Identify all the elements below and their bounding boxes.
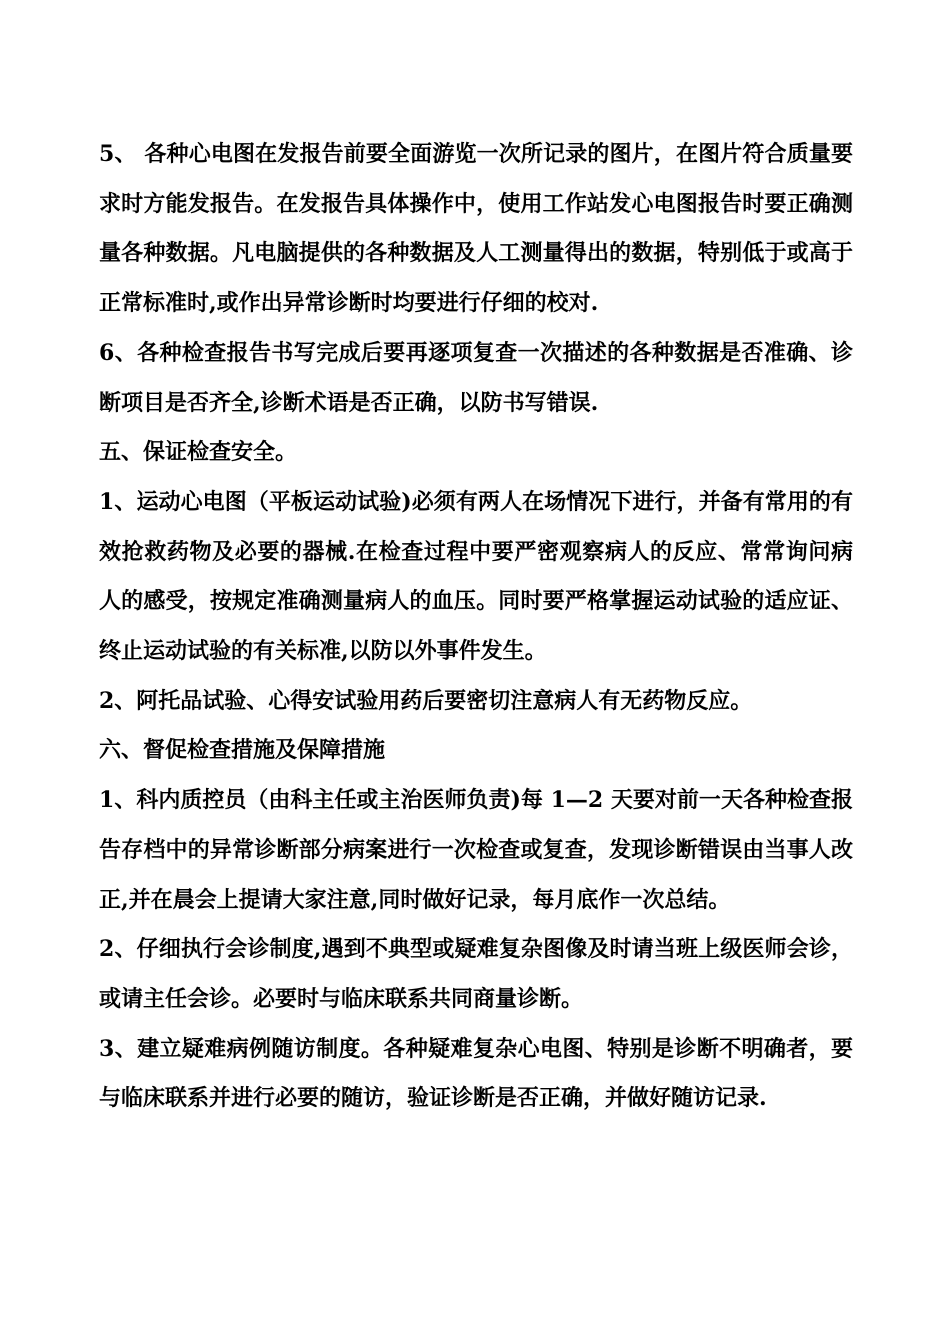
paragraph-exercise-ecg: 1、运动心电图（平板运动试验)必须有两人在场情况下进行，并备有常用的有效抢救药物及必要的器械.在检查过程中要严密观察病人的反应、常常询问病人的感受，按规定准确测量病人的血压。同时要严格掌握运动试验的适应证、终止运动试验的有关标准,以防以外事件发生。: [99, 488, 853, 665]
document-body: [99, 130, 853, 1124]
paragraph-consultation: 2、仔细执行会诊制度,遇到不典型或疑难复杂图像及时请当班上级医师会诊，或请主任会诊。必要时与临床联系共同商量诊断。: [99, 936, 853, 1012]
paragraph-drug-test: 2、阿托品试验、心得安试验用药后要密切注意病人有无药物反应。: [99, 687, 753, 714]
paragraph-item-5: 5、 各种心电图在发报告前要全面游览一次所记录的图片，在图片符合质量要求时方能发报告。在发报告具体操作中，使用工作站发心电图报告时要正确测量各种数据。凡电脑提供的各种数据及人工测量得出的数据，特别低于或高于正常标准时,或作出异常诊断时均要进行仔细的校对.: [99, 141, 853, 317]
paragraph-item-6: 6、各种检查报告书写完成后要再逐项复查一次描述的各种数据是否准确、诊断项目是否齐全,诊断术语是否正确，以防书写错误.: [99, 339, 853, 416]
paragraph-quality-control: 1、科内质控员（由科主任或主治医师负责)每 1—2 天要对前一天各种检查报告存档中的异常诊断部分病案进行一次检查或复查，发现诊断错误由当事人改正,并在晨会上提请大家注意,同时做好记录，每月底作一次总结。: [99, 787, 853, 913]
section-heading-6: 六、督促检查措施及保障措施: [99, 737, 386, 764]
section-heading-5: 五、保证检查安全。: [99, 439, 298, 466]
paragraph-follow-up: 3、建立疑难病例随访制度。各种疑难复杂心电图、特别是诊断不明确者，要与临床联系并进行必要的随访，验证诊断是否正确，并做好随访记录.: [99, 1035, 853, 1112]
